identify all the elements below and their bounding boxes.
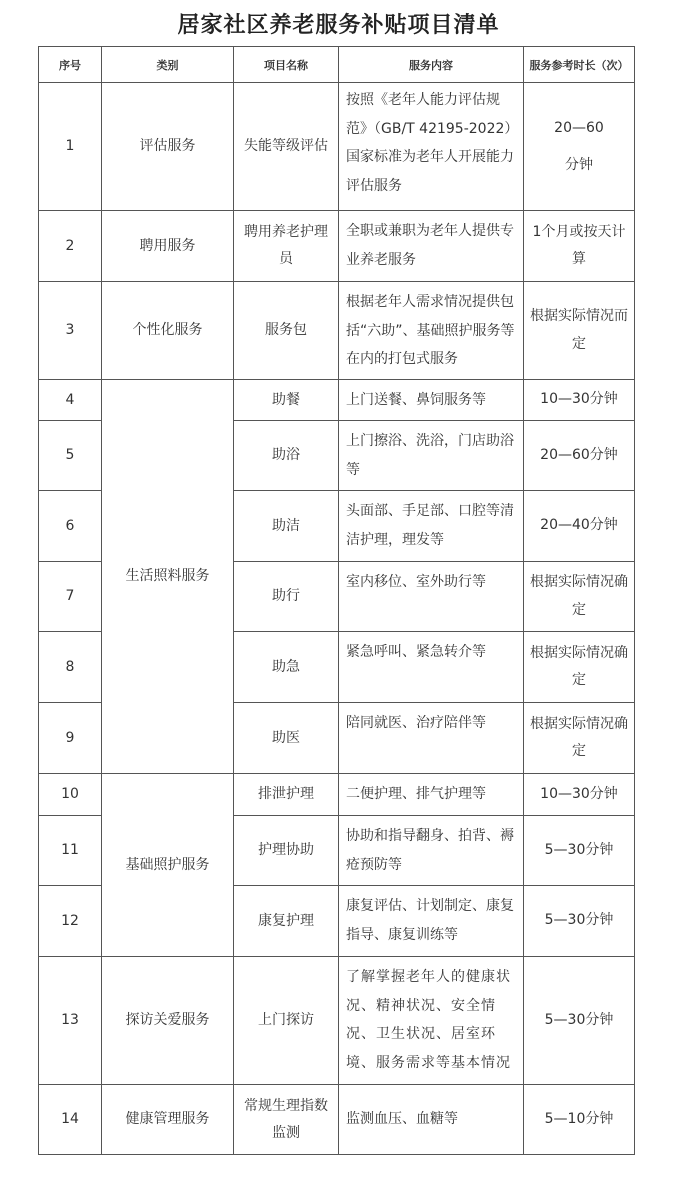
cell-content: 了解掌握老年人的健康状况、精神状况、安全情况、卫生状况、居室环境、服务需求等基本情况 — [339, 957, 524, 1085]
cell-item: 康复护理 — [234, 886, 339, 957]
cell-duration — [524, 83, 635, 211]
header-category: 类别 — [102, 47, 234, 83]
cell-no: 4 — [39, 380, 102, 421]
cell-no: 3 — [39, 282, 102, 380]
cell-content: 陪同就医、治疗陪伴等 — [339, 703, 524, 774]
table-row — [39, 774, 635, 816]
cell-no: 2 — [39, 211, 102, 282]
header-content: 服务内容 — [339, 47, 524, 83]
cell-duration: 根据实际情况确定 — [524, 562, 635, 632]
cell-content: 紧急呼叫、紧急转介等 — [339, 632, 524, 703]
cell-category: 生活照料服务 — [102, 380, 234, 774]
cell-no: 14 — [39, 1085, 102, 1155]
cell-category: 基础照护服务 — [102, 774, 234, 957]
cell-no: 12 — [39, 886, 102, 957]
cell-no: 1 — [39, 83, 102, 211]
cell-item: 聘用养老护理员 — [234, 211, 339, 282]
cell-no: 7 — [39, 562, 102, 632]
cell-no: 6 — [39, 491, 102, 562]
header-item: 项目名称 — [234, 47, 339, 83]
cell-duration: 根据实际情况确定 — [524, 632, 635, 703]
cell-no: 11 — [39, 816, 102, 886]
cell-item: 失能等级评估 — [234, 83, 339, 211]
cell-item: 助医 — [234, 703, 339, 774]
cell-item: 助行 — [234, 562, 339, 632]
cell-content: 二便护理、排气护理等 — [339, 774, 524, 816]
cell-item: 助浴 — [234, 421, 339, 491]
cell-item: 助餐 — [234, 380, 339, 421]
cell-content: 上门擦浴、洗浴，门店助浴等 — [339, 421, 524, 491]
cell-content: 按照《老年人能力评估规范》（GB/T 42195-2022）国家标准为老年人开展能力评估服务 — [339, 83, 524, 211]
cell-item: 常规生理指数监测 — [234, 1085, 339, 1155]
table-row — [39, 957, 635, 1085]
cell-duration: 根据实际情况而定 — [524, 282, 635, 380]
cell-duration: 5—30分钟 — [524, 886, 635, 957]
table-row — [39, 380, 635, 421]
table-header-row — [39, 47, 635, 83]
cell-duration: 根据实际情况确定 — [524, 703, 635, 774]
cell-content: 协助和指导翻身、拍背、褥疮预防等 — [339, 816, 524, 886]
cell-duration: 10—30分钟 — [524, 380, 635, 421]
cell-content: 全职或兼职为老年人提供专业养老服务 — [339, 211, 524, 282]
cell-duration: 5—30分钟 — [524, 816, 635, 886]
duration-unit: 分钟 — [565, 156, 593, 173]
table-row — [39, 1085, 635, 1155]
duration-range: 20—60 — [554, 120, 604, 137]
cell-no: 5 — [39, 421, 102, 491]
cell-content: 康复评估、计划制定、康复指导、康复训练等 — [339, 886, 524, 957]
cell-duration: 20—60分钟 — [524, 421, 635, 491]
cell-item: 护理协助 — [234, 816, 339, 886]
cell-no: 9 — [39, 703, 102, 774]
header-duration: 服务参考时长（次） — [524, 47, 635, 83]
cell-no: 13 — [39, 957, 102, 1085]
cell-item: 排泄护理 — [234, 774, 339, 816]
cell-item: 上门探访 — [234, 957, 339, 1085]
table-row — [39, 83, 635, 211]
subsidy-table — [38, 46, 635, 1155]
cell-item: 助急 — [234, 632, 339, 703]
cell-duration: 5—30分钟 — [524, 957, 635, 1085]
cell-duration: 5—10分钟 — [524, 1085, 635, 1155]
table-row — [39, 211, 635, 282]
cell-item: 助洁 — [234, 491, 339, 562]
cell-category: 个性化服务 — [102, 282, 234, 380]
cell-duration: 10—30分钟 — [524, 774, 635, 816]
cell-content: 根据老年人需求情况提供包括“六助”、基础照护服务等在内的打包式服务 — [339, 282, 524, 380]
table-row — [39, 282, 635, 380]
cell-content: 上门送餐、鼻饲服务等 — [339, 380, 524, 421]
cell-category: 健康管理服务 — [102, 1085, 234, 1155]
cell-content: 头面部、手足部、口腔等清洁护理，理发等 — [339, 491, 524, 562]
cell-no: 10 — [39, 774, 102, 816]
cell-category: 评估服务 — [102, 83, 234, 211]
cell-item: 服务包 — [234, 282, 339, 380]
cell-content: 监测血压、血糖等 — [339, 1085, 524, 1155]
cell-duration: 1个月或按天计算 — [524, 211, 635, 282]
cell-category: 聘用服务 — [102, 211, 234, 282]
cell-duration: 20—40分钟 — [524, 491, 635, 562]
cell-no: 8 — [39, 632, 102, 703]
cell-category: 探访关爱服务 — [102, 957, 234, 1085]
page-title: 居家社区养老服务补贴项目清单 — [177, 13, 500, 38]
header-no: 序号 — [39, 47, 102, 83]
cell-content: 室内移位、室外助行等 — [339, 562, 524, 632]
